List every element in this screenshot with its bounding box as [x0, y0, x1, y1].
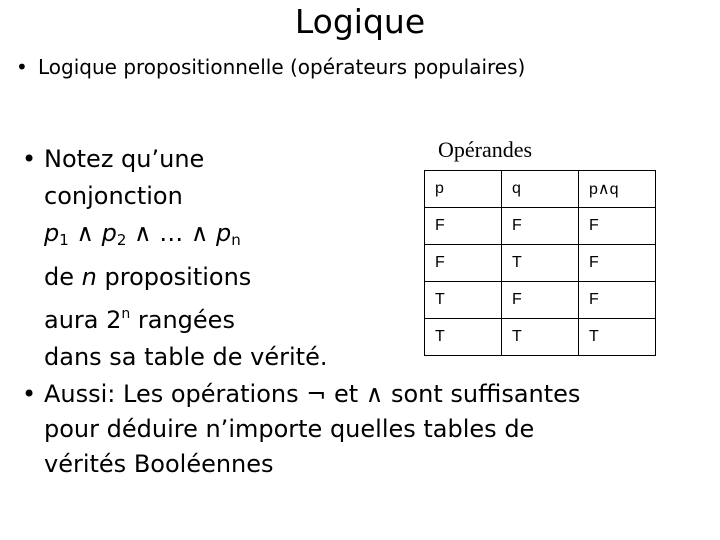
bullet-line: dans sa table de vérité.	[44, 343, 328, 371]
table-row	[425, 208, 656, 245]
bullet-marker: •	[16, 55, 28, 79]
bullet-propositional-logic	[16, 54, 525, 80]
header-p: p	[425, 171, 502, 208]
table-caption: Opérandes	[438, 137, 533, 162]
table-cell: T	[579, 319, 656, 356]
bullet-sufficient-operations	[22, 377, 580, 482]
table-cell: T	[502, 245, 579, 282]
table-cell: F	[579, 245, 656, 282]
table-row	[425, 282, 656, 319]
table-cell: F	[502, 208, 579, 245]
bullet-line: pour déduire n’importe quelles tables de	[44, 415, 535, 443]
table-cell: T	[502, 319, 579, 356]
table-cell: T	[425, 319, 502, 356]
table-cell: F	[579, 208, 656, 245]
table-cell: F	[579, 282, 656, 319]
table-row	[425, 245, 656, 282]
table-row	[425, 319, 656, 356]
bullet-conjunction-note	[22, 141, 327, 376]
slide-title: Logique	[294, 2, 426, 41]
bullet-line: • Aussi: Les opérations ¬ et ∧ sont suffisantes	[22, 377, 580, 412]
table-header-row	[425, 171, 656, 208]
bullet-line: aura 2$^n$ rangées	[44, 306, 235, 334]
bullet-marker: •	[22, 380, 37, 408]
table-cell: T	[425, 282, 502, 319]
bullet-line: conjonction	[44, 182, 183, 210]
bullet-line: de n propositions	[44, 263, 252, 291]
truth-table	[424, 170, 656, 356]
header-q: q	[502, 171, 579, 208]
conjunction-formula: $p_1$ ∧ $p_2$ ∧ … ∧ $p_n$	[44, 219, 241, 249]
table-cell: F	[425, 208, 502, 245]
bullet-text: Logique propositionnelle (opérateurs populaires)	[38, 55, 526, 79]
table-cell: F	[502, 282, 579, 319]
bullet-line: • Notez qu’une	[22, 141, 327, 178]
bullet-line: vérités Booléennes	[44, 450, 274, 478]
table-cell: F	[425, 245, 502, 282]
header-p-and-q: p∧q	[579, 171, 656, 208]
bullet-marker: •	[22, 145, 37, 173]
